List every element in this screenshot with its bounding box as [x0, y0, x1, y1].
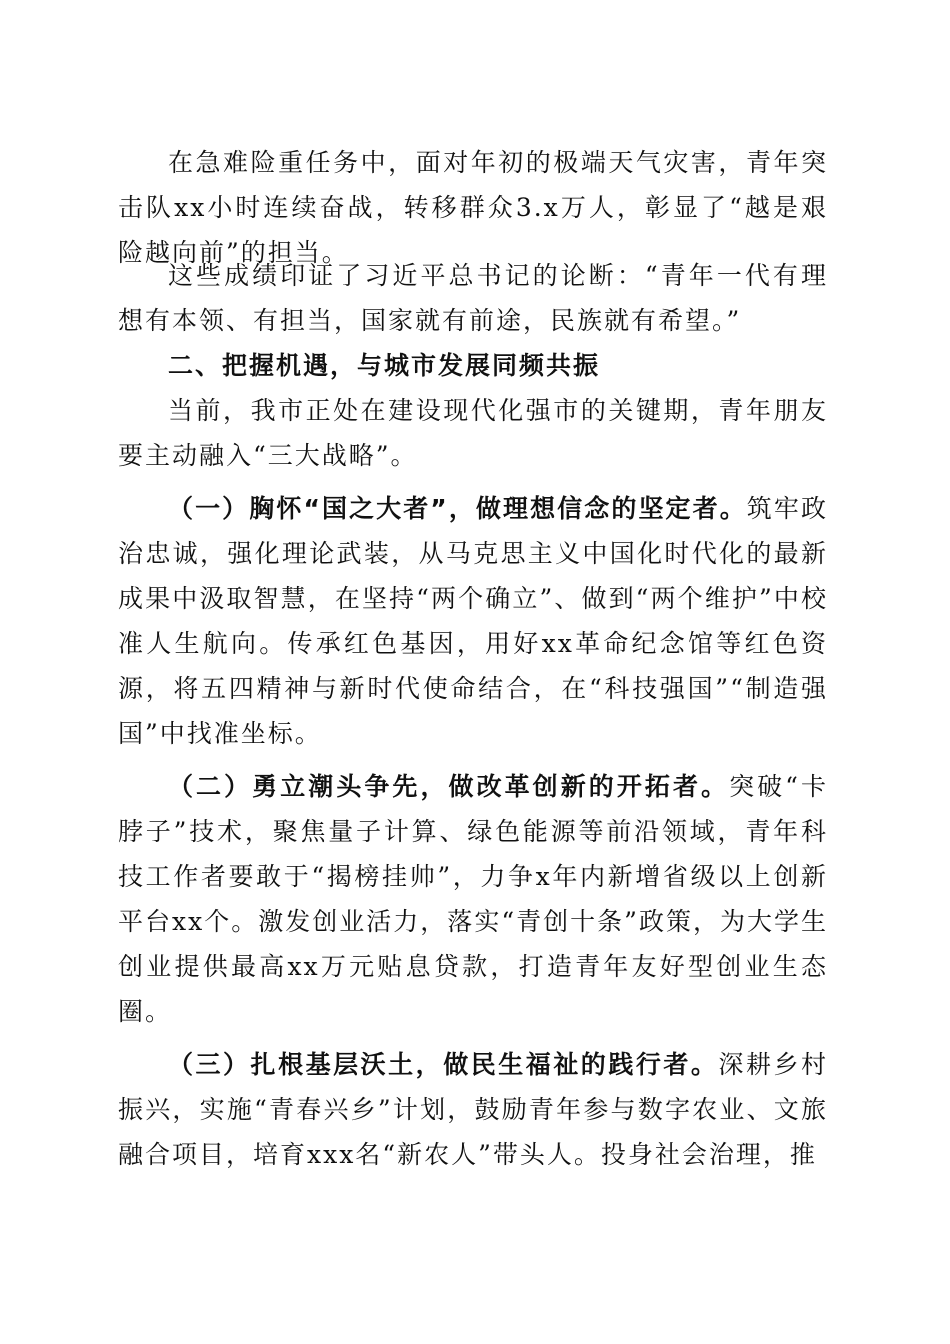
- item-three-body: 深耕乡村振兴，实施“青春兴乡”计划，鼓励青年参与数字农业、文旅融合项目，培育xxx名“新农人”带头人。投身社会治理，推: [118, 1050, 828, 1169]
- document-body: [118, 140, 828, 1177]
- item-three-lead: （三）扎根基层沃土，做民生福祉的践行者。: [168, 1050, 719, 1079]
- item-one-body: 筑牢政治忠诚，强化理论武装，从马克思主义中国化时代化的最新成果中汲取智慧，在坚持“两个确立”、做到“两个维护”中校准人生航向。传承红色基因，用好xx革命纪念馆等红色资源，将五四精神与新时代使命结合，在“科技强国”“制造强国”中找准坐标。: [118, 494, 828, 748]
- paragraph-extreme-weather: 在急难险重任务中，面对年初的极端天气灾害，青年突击队xx小时连续奋战，转移群众3.x万人，彰显了“越是艰险越向前”的担当。: [118, 148, 828, 267]
- item-two-lead: （二）勇立潮头争先，做改革创新的开拓者。: [168, 772, 730, 801]
- paragraph-xi-quote: 这些成绩印证了习近平总书记的论断：“青年一代有理想有本领、有担当，国家就有前途，民族就有希望。”: [118, 261, 828, 335]
- paragraph-intro: 当前，我市正处在建设现代化强市的关键期，青年朋友要主动融入“三大战略”。: [118, 396, 828, 470]
- item-one: [118, 486, 828, 756]
- item-two: [118, 764, 828, 1034]
- item-one-lead: （一）胸怀“国之大者”，做理想信念的坚定者。: [168, 494, 747, 523]
- item-two-body: 突破“卡脖子”技术，聚焦量子计算、绿色能源等前沿领域，青年科技工作者要敢于“揭榜挂帅”，力争x年内新增省级以上创新平台xx个。激发创业活力，落实“青创十条”政策，为大学生创业提供最高xx万元贴息贷款，打造青年友好型创业生态圈。: [118, 772, 829, 1026]
- item-three: [118, 1042, 828, 1177]
- section-heading: 二、把握机遇，与城市发展同频共振: [168, 351, 601, 380]
